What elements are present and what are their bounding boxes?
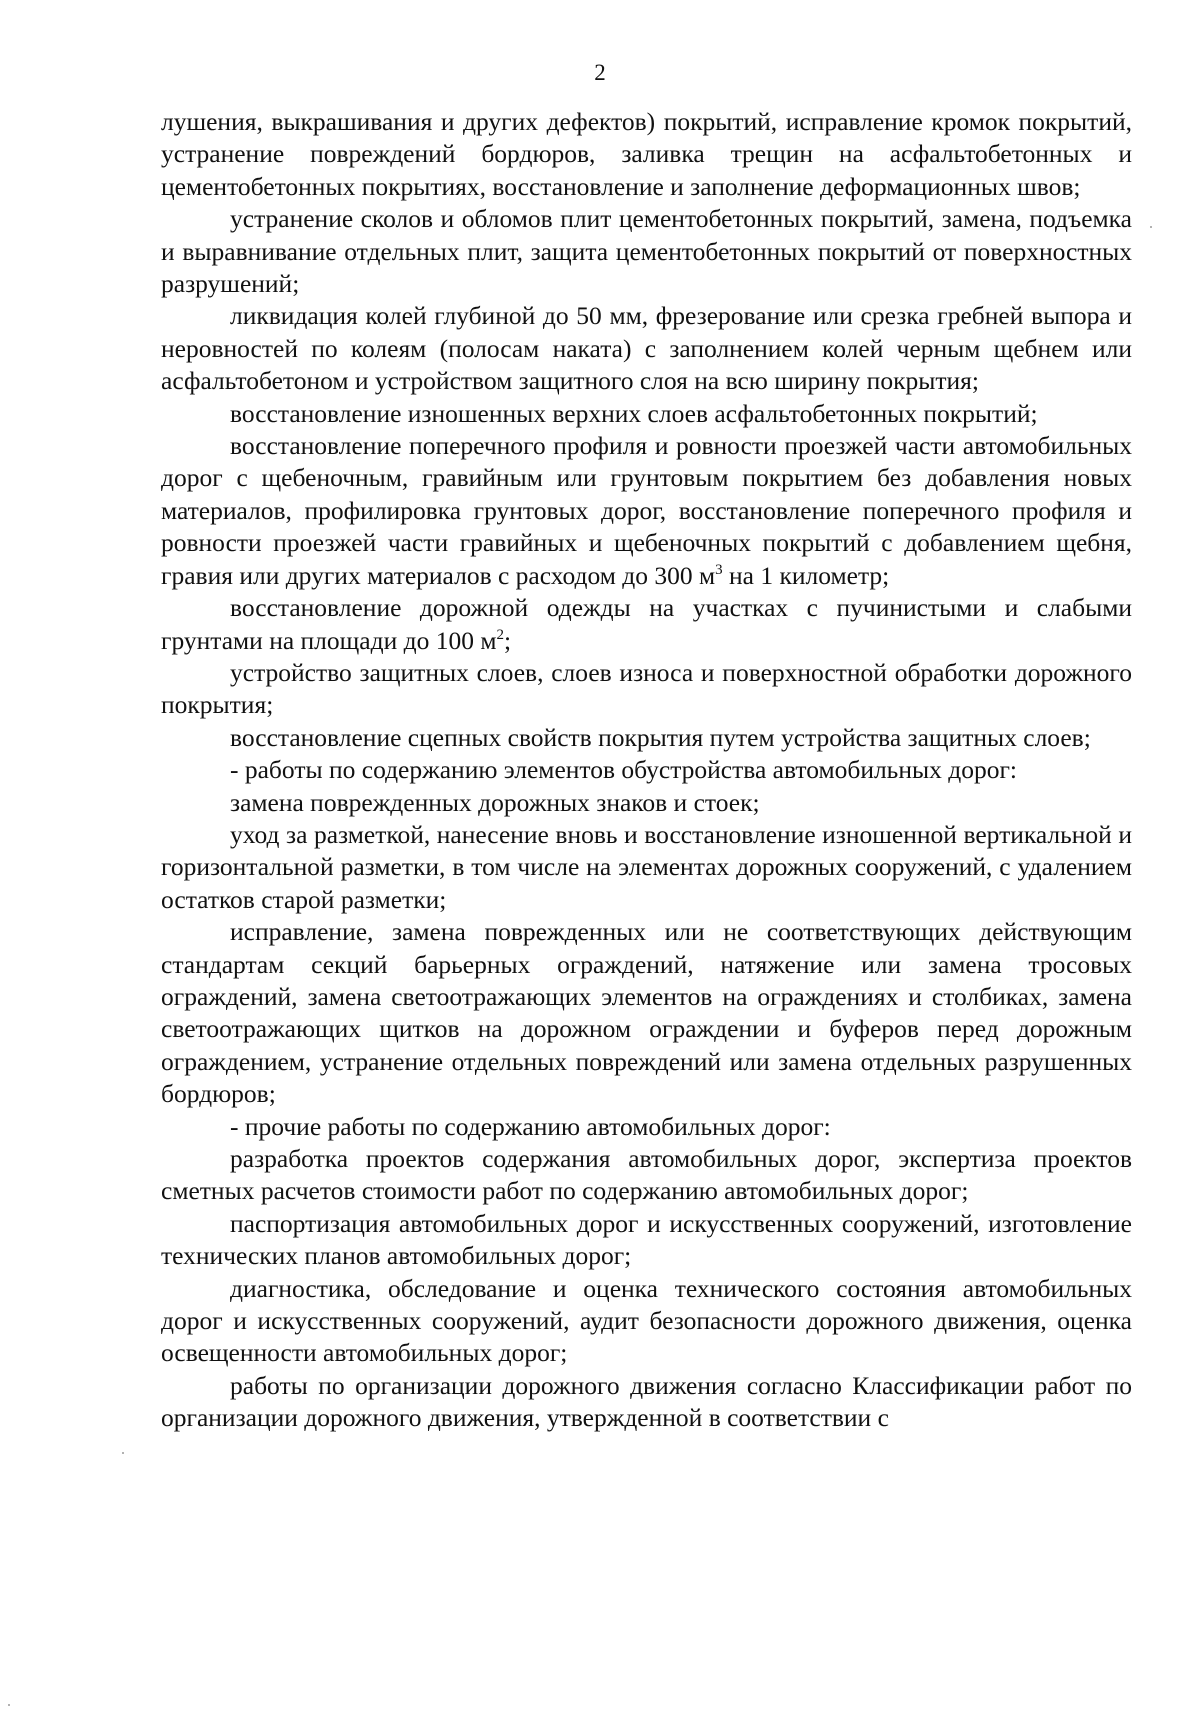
paragraph-protective-layers: устройство защитных слоев, слоев износа и поверхностной обработки дорожного покрытия; <box>161 657 1132 720</box>
paragraph-barriers: исправление, замена поврежденных или не соответствующих действующим стандартам секций барьерных ограждений, натяжение или замена тросовых ограждений, замена светоотражающих элементов на ограждениях и столбиках, замена светоотражающих щитков на дорожном ограждении и буферов перед дорожным ограждением, устранение отдельных повреждений или замена отдельных разрушенных бордюров; <box>161 917 1132 1109</box>
paragraph-marking: уход за разметкой, нанесение вновь и восстановление изношенной вертикальной и горизонтальной разметки, в том числе на элементах дорожных сооружений, с удалением остатков старой разметки; <box>161 819 1132 914</box>
superscript-exponent: 2 <box>496 626 504 643</box>
paragraph-traction: восстановление сцепных свойств покрытия путем устройства защитных слоев; <box>230 722 1091 752</box>
paragraph-road-base: восстановление дорожной одежды на участках с пучинистыми и слабыми грунтами на площади до 100 $м^2$; <box>161 593 1132 655</box>
paragraph-ruts: ликвидация колей глубиной до 50 мм, фрезерование или срезка гребней выпора и неровностей по колеям (полосам наката) с заполнением колей черным щебнем или асфальтобетоном и устройством защитного слоя на всю ширину покрытия; <box>161 301 1132 396</box>
paragraph-diagnostics: диагностика, обследование и оценка технического состояния автомобильных дорог и искусственных сооружений, аудит безопасности дорожного движения, оценка освещенности автомобильных дорог; <box>161 1273 1132 1368</box>
paragraph-road-signs: замена поврежденных дорожных знаков и стоек; <box>230 787 760 817</box>
paragraph-cement-slabs: устранение сколов и обломов плит цементобетонных покрытий, замена, подъемка и выравнивание отдельных плит, защита цементобетонных покрытий от поверхностных разрушений; <box>161 204 1132 299</box>
scan-speck <box>8 1704 10 1706</box>
paragraph-projects: разработка проектов содержания автомобильных дорог, экспертиза проектов сметных расчетов стоимости работ по содержанию автомобильных дорог; <box>161 1144 1132 1206</box>
paragraph-certification: паспортизация автомобильных дорог и искусственных сооружений, изготовление технических планов автомобильных дорог; <box>161 1208 1132 1271</box>
paragraph-other-works-heading: - прочие работы по содержанию автомобильных дорог: <box>230 1111 831 1141</box>
paragraph-equipment-heading: - работы по содержанию элементов обустройства автомобильных дорог: <box>230 755 1017 785</box>
paragraph-continuation: лушения, выкрашивания и других дефектов) покрытий, исправление кромок покрытий, устранение повреждений бордюров, заливка трещин на асфальтобетонных и цементобетонных покрытиях, восстановление и заполнение деформационных швов; <box>161 107 1132 201</box>
paragraph-cross-profile: восстановление поперечного профиля и ровности проезжей части автомобильных дорог с щебеночным, гравийным или грунтовым покрытием без добавления новых материалов, профилировка грунтовых дорог, восстановление поперечного профиля и ровности проезжей части гравийных и щебеночных покрытий с добавлением щебня, гравия или других материалов с расходом до 300 $м^3$ на 1 километр; <box>161 431 1132 590</box>
superscript-exponent: 3 <box>715 561 723 578</box>
document-body <box>161 106 1132 1435</box>
page-number: 2 <box>594 60 606 85</box>
scan-speck <box>122 1452 124 1454</box>
paragraph-worn-layers: восстановление изношенных верхних слоев асфальтобетонных покрытий; <box>230 398 1038 428</box>
scan-speck <box>1150 226 1152 228</box>
paragraph-traffic-organization: работы по организации дорожного движения согласно Классификации работ по организации дорожного движения, утвержденной в соответствии с <box>161 1370 1132 1433</box>
